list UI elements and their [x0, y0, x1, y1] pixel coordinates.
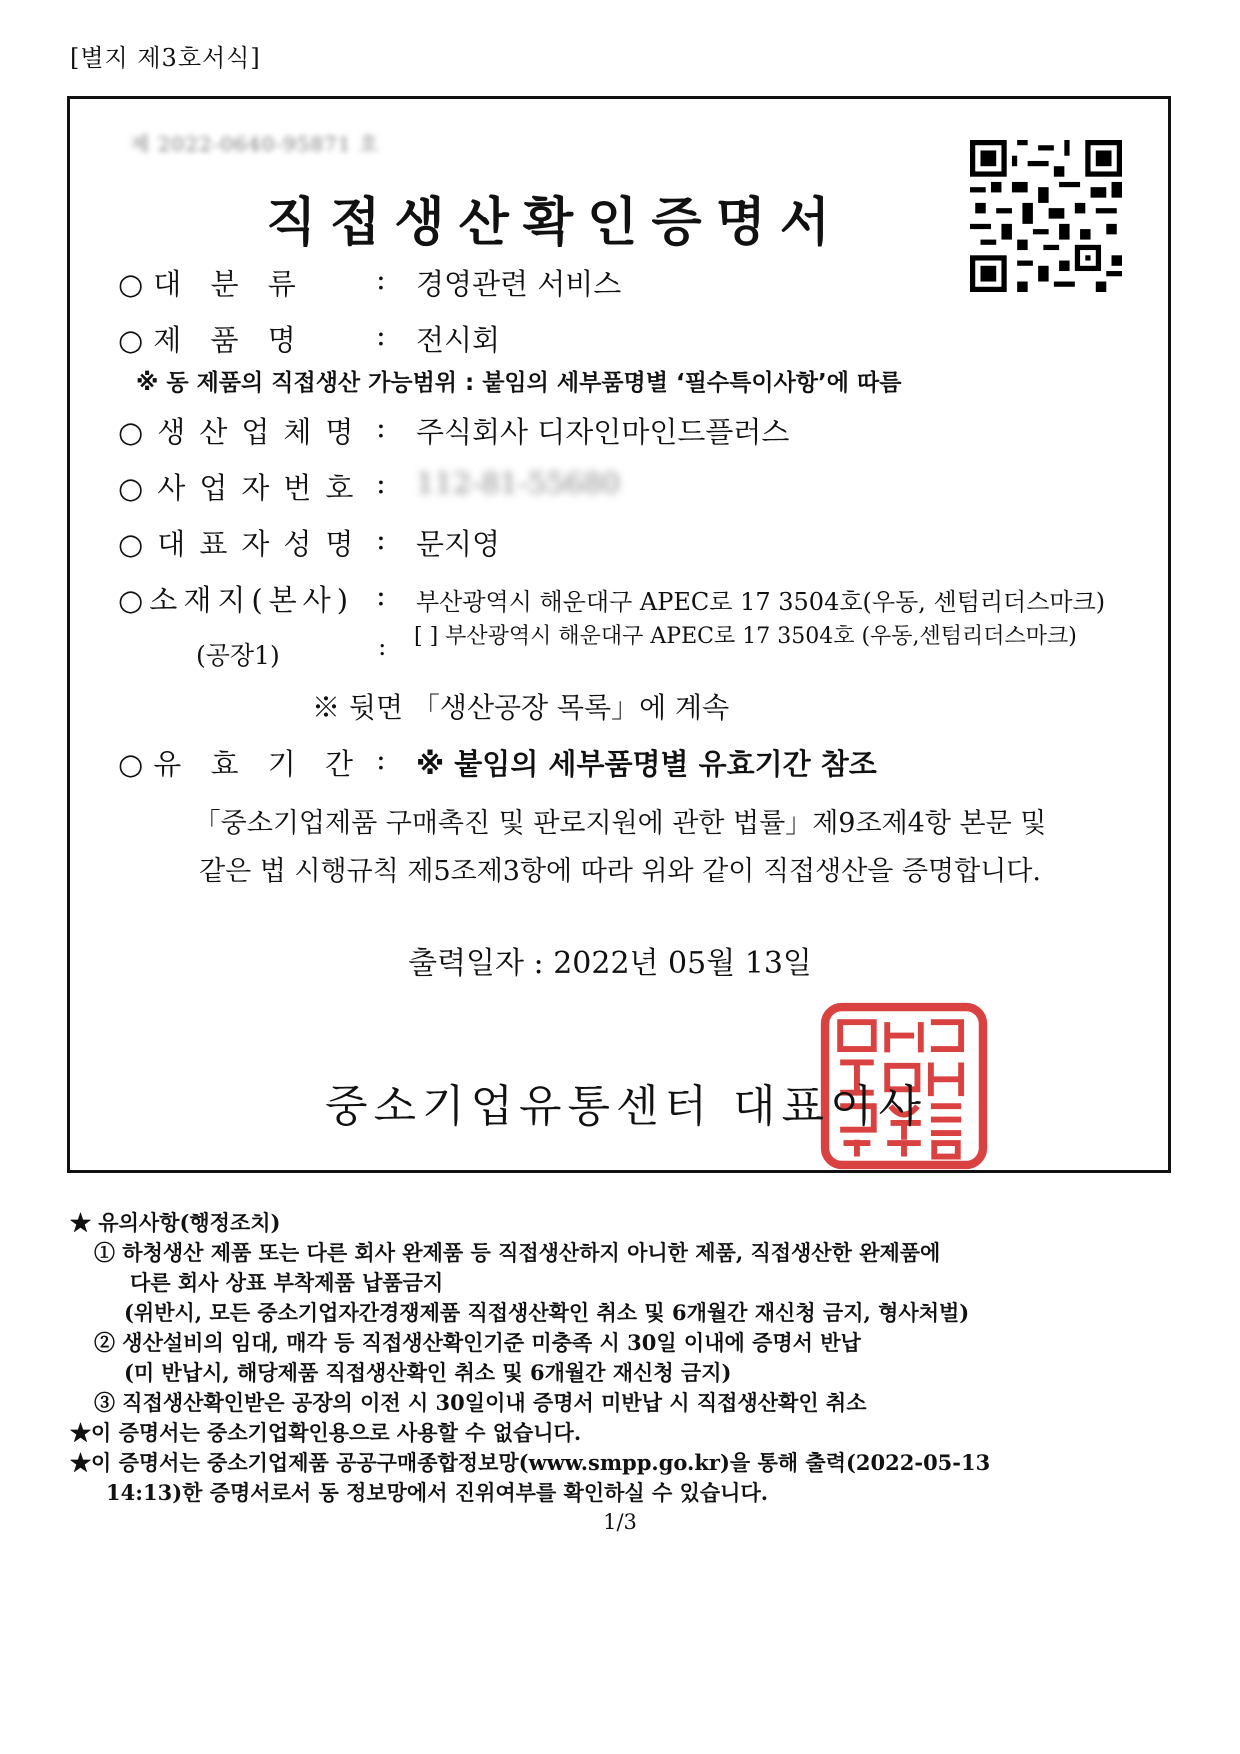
- validity-row: [118, 742, 877, 783]
- note-item: ③ 직접생산확인받은 공장의 이전 시 30일이내 증명서 미반납 시 직접생산확인 취소: [94, 1390, 867, 1415]
- note-star: ★이 증명서는 중소기업제품 공공구매종합정보망(www.smpp.go.kr)을 통해 출력(2022-05-13: [70, 1450, 991, 1475]
- print-date: 출력일자 : 2022년 05월 13일: [408, 946, 812, 981]
- validity-label: ○유 효 기 간: [118, 747, 364, 781]
- certificate-title: 직접생산확인증명서: [265, 193, 845, 253]
- ceo-value: 문지영: [416, 527, 501, 561]
- address-label: ○소재지(본사): [118, 583, 355, 617]
- ceo-label: ○대표자성명: [118, 527, 368, 561]
- colon: :: [376, 466, 386, 500]
- back-page-note: ※ 뒷면 「생산공장 목록」에 계속: [312, 691, 730, 724]
- page-number: 1/3: [603, 1510, 637, 1534]
- notes-heading: ★ 유의사항(행정조치): [70, 1210, 281, 1235]
- note-star-continued: 14:13)한 증명서로서 동 정보망에서 진위여부를 확인하실 수 있습니다.: [106, 1480, 769, 1505]
- note-star: ★이 증명서는 중소기업확인용으로 사용할 수 없습니다.: [70, 1420, 582, 1445]
- biz-no-row: [118, 466, 621, 507]
- document-number: 제 2022-0640-95871 호: [130, 132, 380, 156]
- producer-row: [118, 410, 790, 451]
- scope-note: ※ 동 제품의 직접생산 가능범위 : 붙임의 세부품명별 ‘필수특이사항’에 따름: [136, 370, 902, 396]
- colon: :: [376, 318, 386, 352]
- product-row: [118, 318, 501, 359]
- product-label: ○제 품 명: [118, 323, 306, 357]
- validity-value: ※ 붙임의 세부품명별 유효기간 참조: [416, 747, 877, 781]
- producer-value: 주식회사 디자인마인드플러스: [416, 415, 790, 449]
- notes-section: [70, 1208, 990, 1508]
- factory-label: (공장1): [196, 641, 280, 670]
- category-row: [118, 262, 622, 303]
- colon: :: [376, 410, 386, 444]
- category-label: ○대 분 류: [118, 267, 306, 301]
- address-value: 부산광역시 해운대구 APEC로 17 3504호(우동, 센텀리더스마크): [416, 588, 1106, 616]
- note-item: (미 반납시, 해당제품 직접생산확인 취소 및 6개월간 재신청 금지): [124, 1360, 732, 1385]
- issuer-name: 중소기업유통센터 대표이사: [325, 1081, 928, 1132]
- colon: :: [376, 578, 386, 612]
- address-row: [118, 578, 1106, 619]
- form-label: [별지 제3호서식]: [70, 44, 261, 72]
- certification-statement: [0, 800, 1240, 896]
- statement-line-2: 같은 법 시행규칙 제5조제3항에 따라 위와 같이 직접생산을 증명합니다.: [199, 856, 1041, 887]
- colon: :: [378, 632, 387, 661]
- product-value: 전시회: [416, 323, 501, 357]
- producer-label: ○생산업체명: [118, 415, 368, 449]
- ceo-row: [118, 522, 501, 563]
- biz-no-label: ○사업자번호: [118, 471, 368, 505]
- note-item: ① 하청생산 제품 또는 다른 회사 완제품 등 직접생산하지 아니한 제품, 직접생산한 완제품에: [94, 1240, 941, 1265]
- biz-no-value: 112-81-55680: [416, 466, 621, 500]
- colon: :: [376, 262, 386, 296]
- colon: :: [376, 742, 386, 776]
- note-item: ② 생산설비의 임대, 매각 등 직접생산확인기준 미충족 시 30일 이내에 증명서 반납: [94, 1330, 861, 1355]
- note-item: (위반시, 모든 중소기업자간경쟁제품 직접생산확인 취소 및 6개월간 재신청 금지, 형사처벌): [124, 1300, 970, 1325]
- note-item: 다른 회사 상표 부착제품 납품금지: [130, 1270, 444, 1295]
- colon: :: [376, 522, 386, 556]
- category-value: 경영관련 서비스: [416, 267, 622, 301]
- statement-line-1: 「중소기업제품 구매촉진 및 판로지원에 관한 법률」제9조제4항 본문 및: [193, 808, 1047, 839]
- factory-value: [ ] 부산광역시 해운대구 APEC로 17 3504호 (우동,센텀리더스마크): [414, 624, 1077, 649]
